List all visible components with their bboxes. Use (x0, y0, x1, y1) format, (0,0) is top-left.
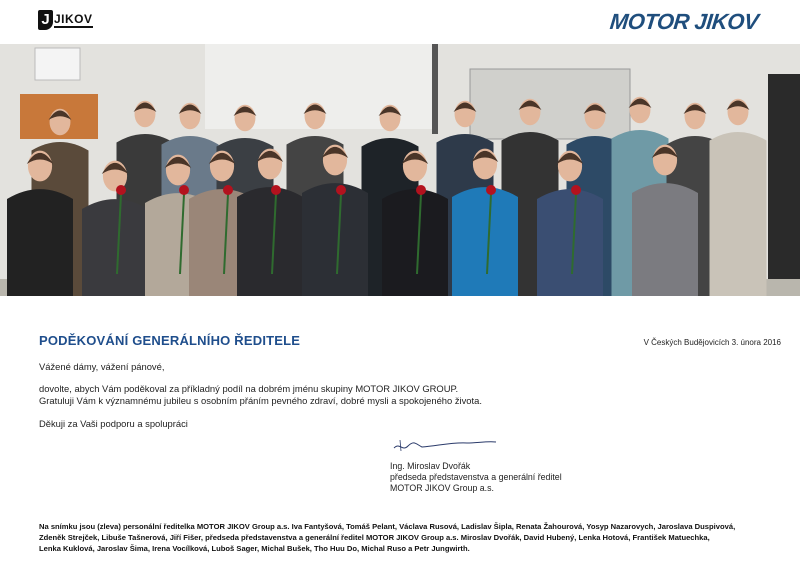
rose-icon (486, 185, 496, 195)
caption-line: Na snímku jsou (zleva) personální ředitelka MOTOR JIKOV Group a.s. Iva Fantyšová, Tomáš Pelant, Václava Rusová, Ladislav Šipla, Renata Žahourová, Yosyp Nazarovych, Jaroslava Duspivová, (39, 522, 736, 531)
thanks-line: Děkuji za Vaši podporu a spolupráci (39, 418, 188, 429)
signer-name: Ing. Miroslav Dvořák (390, 461, 471, 471)
rose-icon (571, 185, 581, 195)
jikov-logo (38, 10, 93, 30)
body-line: dovolte, abych Vám poděkoval za příkladný podíl na dobrém jménu skupiny MOTOR JIKOV GROUP. (39, 383, 459, 394)
place-date: V Českých Budějovicích 3. února 2016 (643, 338, 781, 347)
group-photo (0, 44, 800, 296)
caption-line: Zdeněk Strejček, Libuše Tašnerová, Jiří Fišer, předseda představenstva a generální ředitel MOTOR JIKOV Group a.s. Miroslav Dvořák, David Hubený, Lenka Hotová, František Matuechka, (39, 533, 710, 542)
letter-title: PODĚKOVÁNÍ GENERÁLNÍHO ŘEDITELE (39, 333, 301, 348)
signature-block (390, 461, 562, 494)
rose-icon (271, 185, 281, 195)
body-line: Gratuluji Vám k významnému jubileu s osobním přáním pevného zdraví, dobré mysli a spokojeného života. (39, 395, 482, 406)
motor-jikov-logo: MOTOR JIKOV (608, 9, 760, 34)
greeting: Vážené dámy, vážení pánové, (39, 361, 165, 372)
signature-icon (392, 436, 502, 454)
rose-icon (416, 185, 426, 195)
letter-body (39, 383, 482, 407)
signer-role: předseda představenstva a generální ředitel (390, 472, 562, 482)
signer-company: MOTOR JIKOV Group a.s. (390, 483, 494, 493)
jikov-logo-mark-icon: J (38, 10, 53, 30)
rose-icon (179, 185, 189, 195)
rose-icon (336, 185, 346, 195)
caption-line: Lenka Kuklová, Jaroslav Šima, Irena Vocílková, Luboš Sager, Michal Bušek, Tho Huu Do, Michal Ruso a Petr Jungwirth. (39, 544, 470, 553)
rose-icon (116, 185, 126, 195)
photo-caption (39, 521, 779, 554)
rose-icon (223, 185, 233, 195)
jikov-logo-text: JIKOV (54, 12, 93, 26)
